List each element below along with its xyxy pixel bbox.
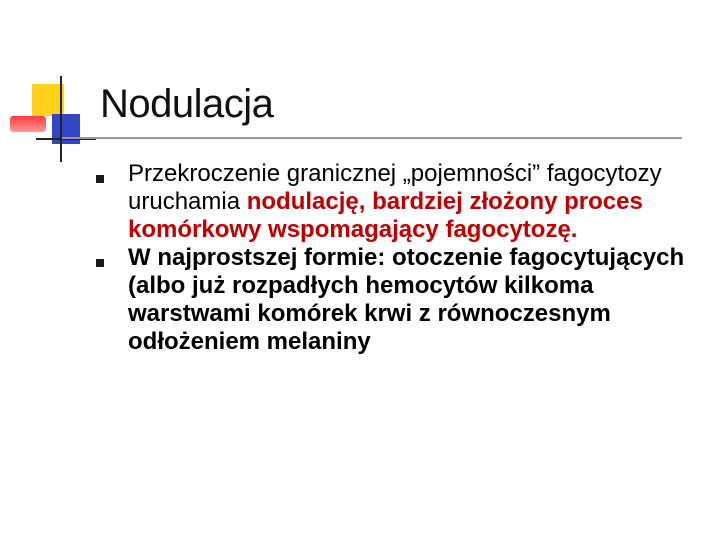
square-bullet-icon bbox=[96, 259, 104, 267]
square-bullet-icon bbox=[96, 175, 104, 183]
logo-icon bbox=[0, 70, 110, 170]
title-divider bbox=[62, 137, 682, 139]
bullet-text: W najprostszej formie: otoczenie fagocytujących (albo już rozpadłych hemocytów kilkoma warstwami komórek krwi z równoczesnym odłożeniem melaniny bbox=[128, 244, 685, 355]
bullet-highlight-text: nodulację, bardziej złożony proces komórkowy wspomagający fagocytozę. bbox=[128, 188, 643, 243]
bullet-text: Przekroczenie granicznej „pojemności” fagocytozy uruchamia bbox=[128, 160, 662, 215]
bullet-list bbox=[92, 160, 692, 356]
logo-red-bar bbox=[10, 116, 46, 132]
logo-vertical-line bbox=[60, 76, 62, 162]
bullet-item bbox=[92, 244, 692, 356]
bullet-item bbox=[92, 160, 692, 244]
slide-title: Nodulacja bbox=[100, 82, 274, 126]
